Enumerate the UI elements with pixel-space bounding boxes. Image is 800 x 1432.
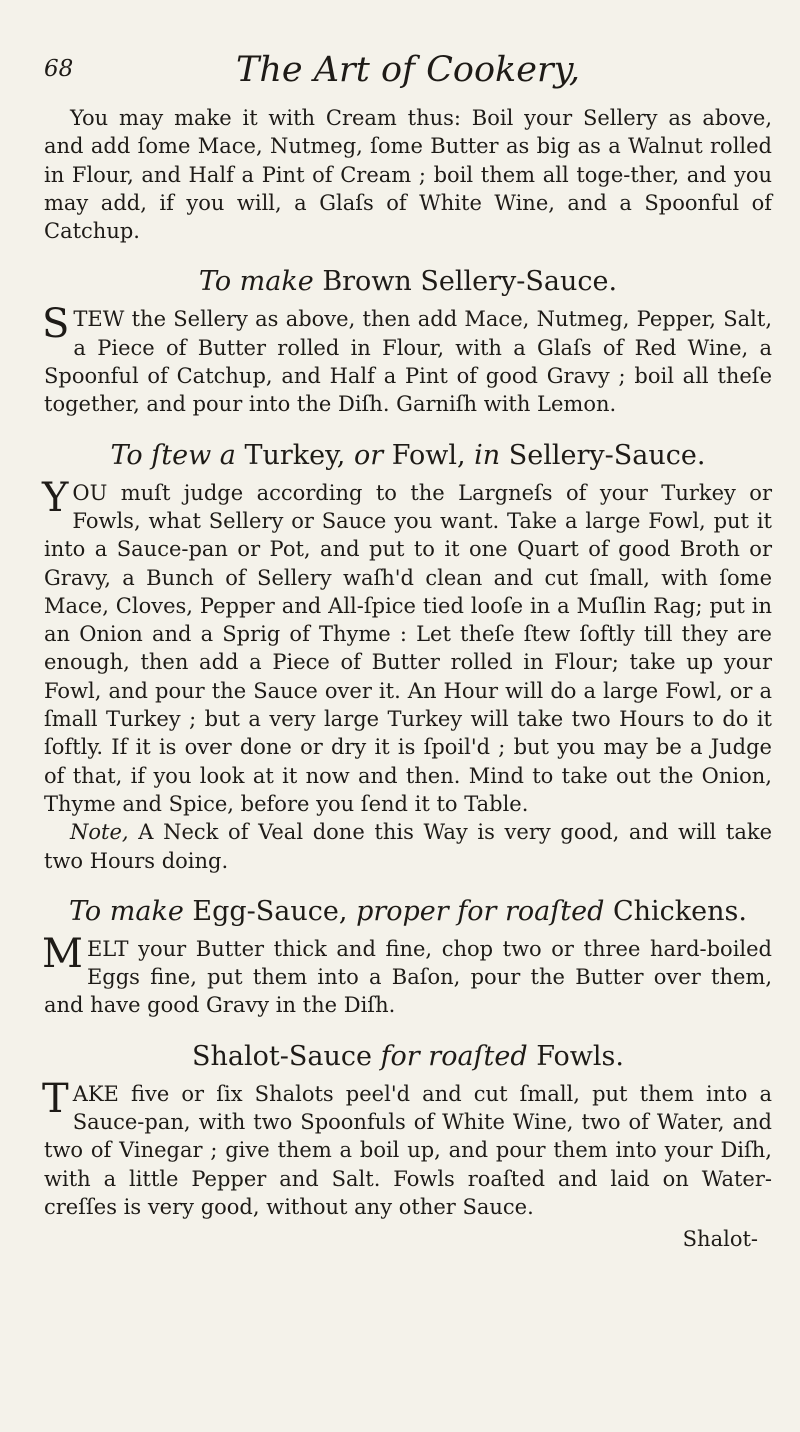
recipe-heading-brown-sellery-sauce: To make Brown Sellery-Sauce. [198,266,618,298]
page-header [44,50,772,104]
recipe-body-brown-sellery-sauce: STEW the Sellery as above, then add Mace, Nutmeg, Pepper, Salt, a Piece of Butter rolled in Flour, with a Glaſs of Red Wine, a Spoonful of Catchup, and Half a Pint of good Gravy ; boil all theſe together, and pour into the Diſh. Garniſh with Lemon. [42,301,772,417]
page-number: 68 [44,56,74,82]
recipe-body-egg-sauce: MELT your Butter thick and fine, chop two or three hard-boiled Eggs fine, put them into a Baſon, pour the Butter over them, and have good Gravy in the Diſh. [42,930,772,1018]
drop-capital: Y [42,474,69,521]
recipe-note-veal: Note, A Neck of Veal done this Way is very good, and will take two Hours doing. [44,820,772,873]
recipe-heading-egg-sauce: To make Egg-Sauce, proper for roaſted Chickens. [69,895,747,927]
running-title: The Art of Cookery, [236,50,580,90]
recipe-heading-stew-turkey: To ſtew a Turkey, or Fowl, in Sellery-Sauce. [110,439,706,471]
drop-capital: M [42,930,83,977]
recipe-heading-shalot-sauce: Shalot-Sauce for roaſted Fowls. [192,1040,624,1072]
recipe-body-shalot-sauce: TAKE five or ſix Shalots peel'd and cut ſmall, put them into a Sauce-pan, with two Spoonfuls of White Wine, two of Water, and two of Vinegar ; give them a boil up, and pour them into your Diſh, with a little Pepper and Salt. Fowls roaſted and laid on Water-creſſes is very good, without any other Sauce. [42,1075,772,1219]
recipe-body-stew-turkey: YOU muſt judge according to the Largneſs of your Turkey or Fowls, what Sellery or Sauce you want. Take a large Fowl, put it into a Sauce-pan or Pot, and put to it one Quart of good Broth or Gravy, a Bunch of Sellery waſh'd clean and cut ſmall, with ſome Mace, Cloves, Pepper and All-ſpice tied looſe in a Muſlin Rag; put in an Onion and a Sprig of Thyme : Let theſe ſtew ſoftly till they are enough, then add a Piece of Butter rolled in Flour; take up your Fowl, and pour the Sauce over it. An Hour will do a large Fowl, or a ſmall Turkey ; but a very large Turkey will take two Hours to do it ſoftly. If it is over done or dry it is ſpoil'd ; but you may be a Judge of that, if you look at it now and then. Mind to take out the Onion, Thyme and Spice, before you ſend it to Table. [42,474,772,816]
catchword: Shalot- [682,1227,758,1252]
book-page [42,50,772,1252]
drop-capital: S [42,301,70,348]
drop-capital: T [42,1075,69,1122]
intro-paragraph: You may make it with Cream thus: Boil your Sellery as above, and add ſome Mace, Nutmeg, ſome Butter as big as a Walnut rolled in Flour, and Half a Pint of Cream ; boil them all toge-ther, and you may add, if you will, a Glaſs of White Wine, and a Spoonful of Catchup. [44,106,772,244]
